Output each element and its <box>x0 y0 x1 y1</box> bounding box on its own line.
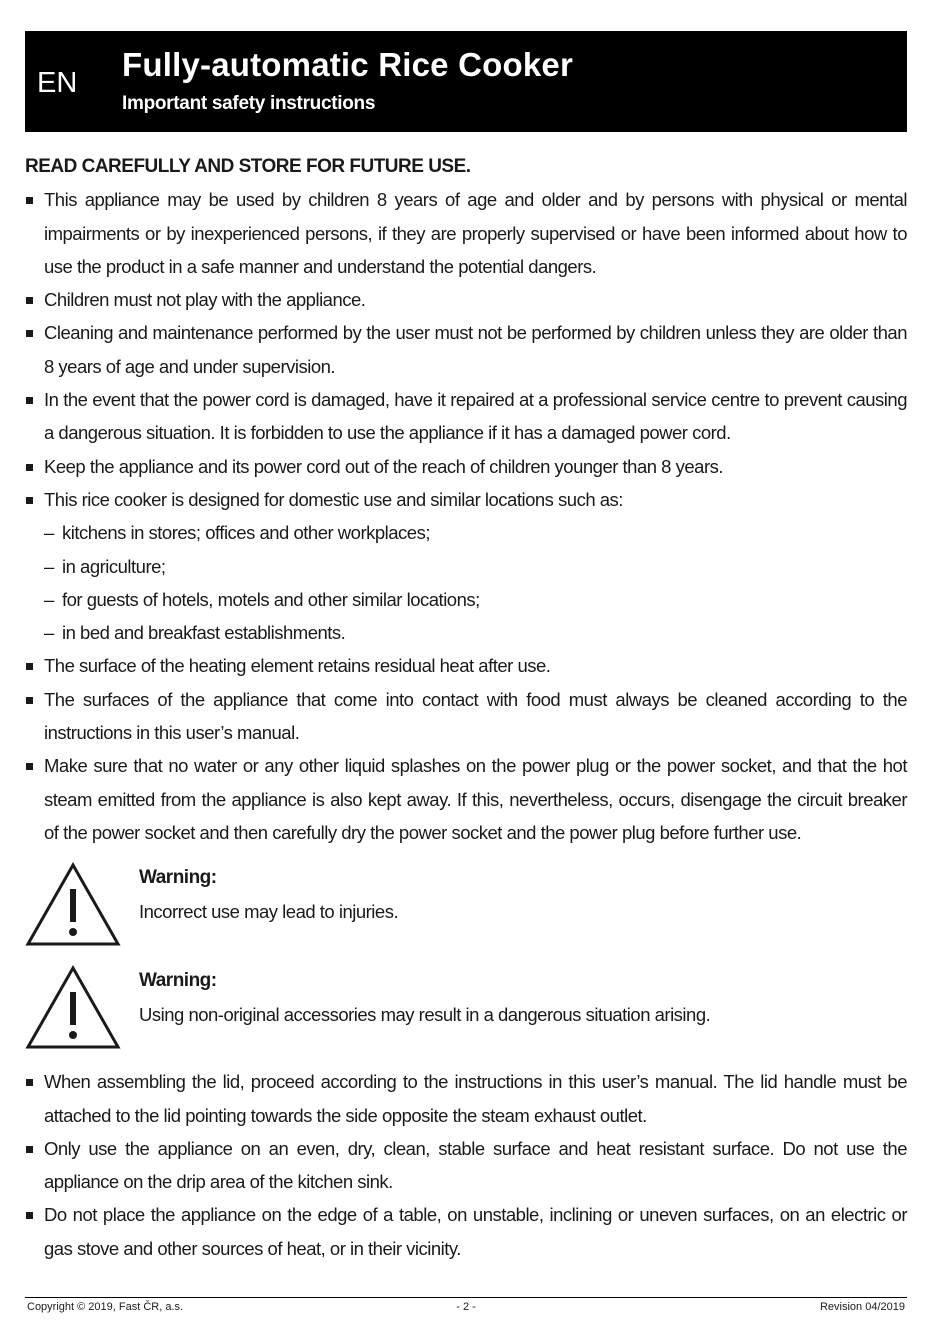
list-item: Cleaning and maintenance performed by the user must not be performed by children unless they are older than 8 years of age and under supervision. <box>25 316 907 383</box>
list-item: Only use the appliance on an even, dry, clean, stable surface and heat resistant surface. Do not use the appliance on the drip area of the kitchen sink. <box>25 1132 907 1199</box>
warnings-section <box>25 859 907 1065</box>
list-item: Keep the appliance and its power cord out of the reach of children younger than 8 years. <box>25 450 907 483</box>
warning-block <box>25 962 907 1065</box>
sub-list-item: – in bed and breakfast establishments. <box>44 616 907 649</box>
warning-title: Warning: <box>139 970 217 992</box>
language-code: EN <box>37 67 78 99</box>
list-item: This rice cooker is designed for domestic use and similar locations such as: <box>25 483 907 516</box>
warning-text: Incorrect use may lead to injuries. <box>139 901 399 923</box>
instructions-body <box>25 150 907 1265</box>
sub-list-item: – kitchens in stores; offices and other workplaces; <box>44 516 907 549</box>
copyright-text: Copyright © 2019, Fast ČR, a.s. <box>27 1301 184 1313</box>
list-item: Children must not play with the appliance. <box>25 283 907 316</box>
revision-text: Revision 04/2019 <box>819 1301 905 1313</box>
warning-block <box>25 859 907 962</box>
usage-locations-list <box>25 516 907 649</box>
warning-title: Warning: <box>139 867 217 889</box>
bullet-list-top <box>25 183 907 516</box>
sub-list-item: – for guests of hotels, motels and other similar locations; <box>44 583 907 616</box>
list-item: The surface of the heating element retains residual heat after use. <box>25 649 907 682</box>
warning-triangle-icon <box>25 964 121 1050</box>
list-item: This appliance may be used by children 8 years of age and older and by persons with physical or mental impairments or by inexperienced persons, if they are properly supervised or have been informed about how to use the product in a safe manner and understand the potential dangers. <box>25 183 907 283</box>
page-number: - 2 - <box>456 1301 476 1313</box>
list-item: When assembling the lid, proceed according to the instructions in this user’s manual. The lid handle must be attached to the lid pointing towards the side opposite the steam exhaust outlet. <box>25 1065 907 1132</box>
document-title: Fully-automatic Rice Cooker <box>122 46 573 83</box>
list-item: In the event that the power cord is damaged, have it repaired at a professional service centre to prevent causing a dangerous situation. It is forbidden to use the appliance if it has a damaged power cord. <box>25 383 907 450</box>
list-item: Make sure that no water or any other liquid splashes on the power plug or the power socket, and that the hot steam emitted from the appliance is also kept away. If this, nevertheless, occurs, disengage the circuit breaker of the power socket and then carefully dry the power socket and the power plug before further use. <box>25 749 907 849</box>
read-carefully-heading: READ CAREFULLY AND STORE FOR FUTURE USE. <box>25 156 471 177</box>
list-item: Do not place the appliance on the edge of a table, on unstable, inclining or uneven surfaces, on an electric or gas stove and other sources of heat, or in their vicinity. <box>25 1198 907 1265</box>
footer-divider <box>25 1297 907 1298</box>
warning-text: Using non-original accessories may result in a dangerous situation arising. <box>139 1004 711 1026</box>
document-subtitle: Important safety instructions <box>122 93 376 114</box>
bullet-list-mid <box>25 649 907 849</box>
warning-triangle-icon <box>25 861 121 947</box>
sub-list-item: – in agriculture; <box>44 550 907 583</box>
list-item: The surfaces of the appliance that come into contact with food must always be cleaned according to the instructions in this user’s manual. <box>25 683 907 750</box>
bullet-list-bottom <box>25 1065 907 1265</box>
page-header <box>25 31 907 132</box>
